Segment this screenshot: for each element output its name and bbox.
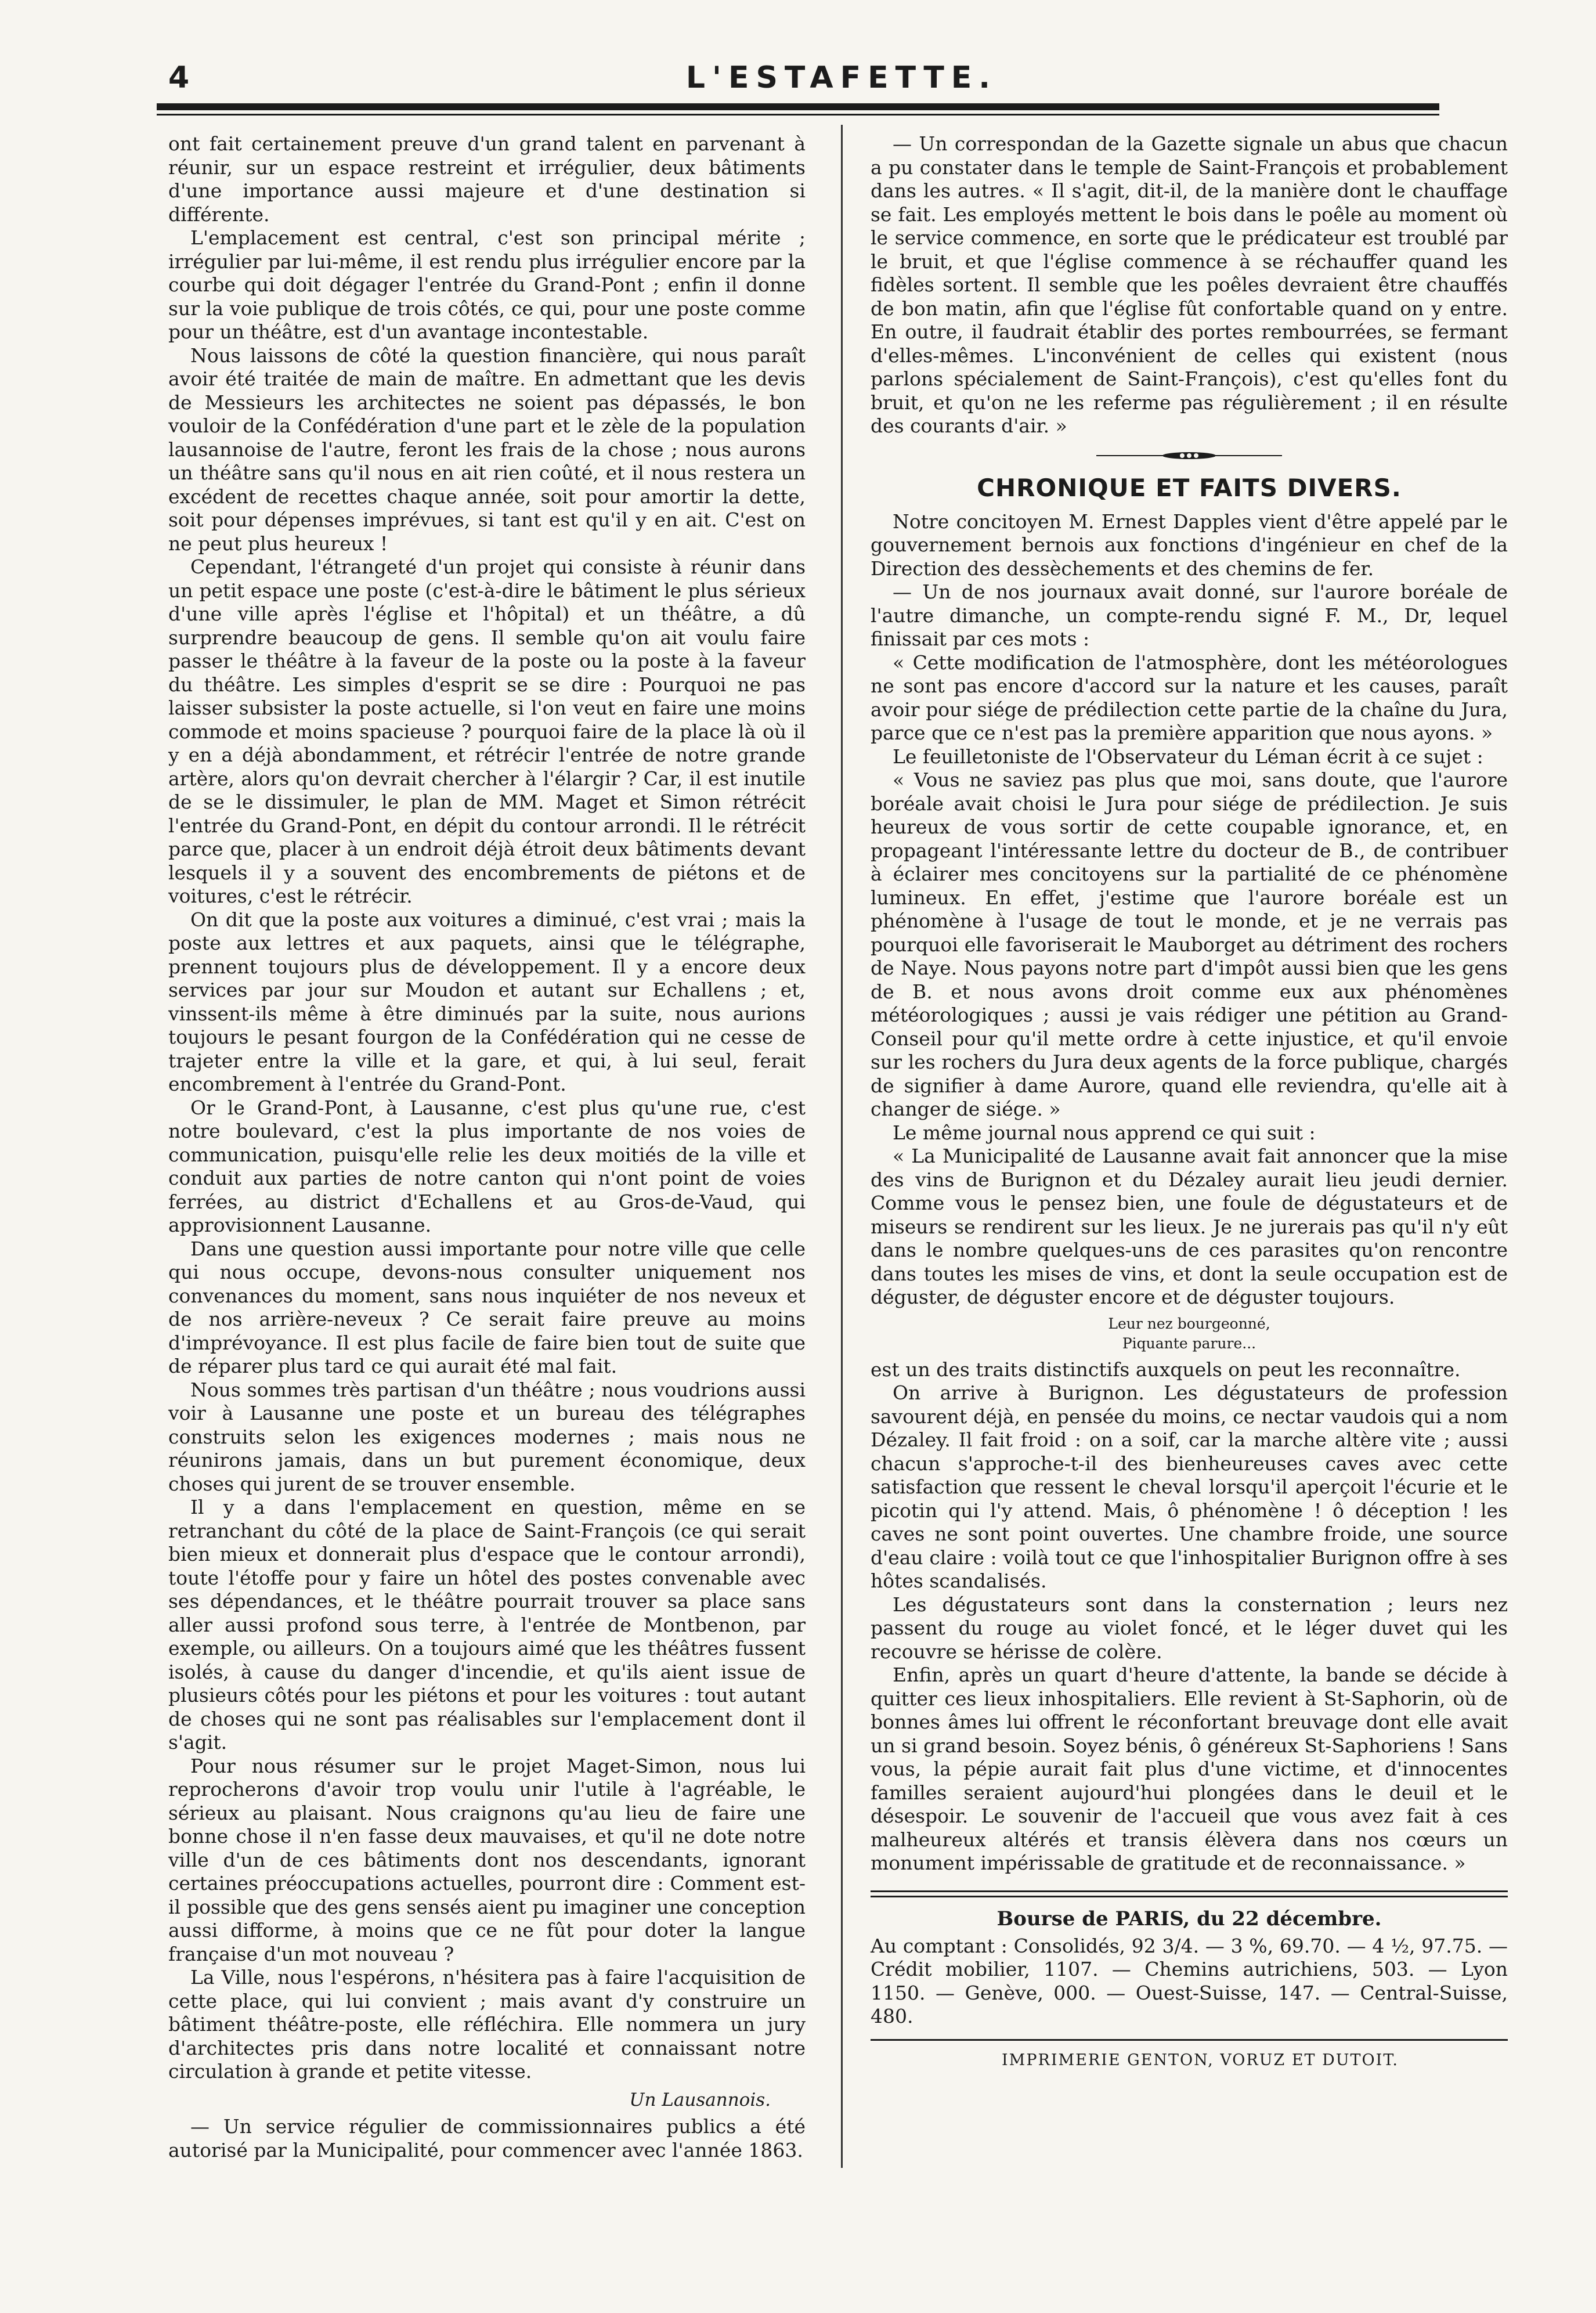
article-paragraph: Nous sommes très partisan d'un théâtre ; nous voudrions aussi voir à Lausanne une poste et un bureau des télégraphes construits selon les exigences modernes ; mais nous ne réunirons jamais, dans un but purement économique, deux choses qui jurent de se trouver ensemble. bbox=[168, 1378, 806, 1495]
header-rule-thick bbox=[157, 103, 1439, 110]
page-number: 4 bbox=[168, 60, 190, 95]
imprint: IMPRIMERIE GENTON, VORUZ ET DUTOIT. bbox=[1002, 2051, 1399, 2069]
verse-line: Leur nez bourgeonné, bbox=[1108, 1315, 1270, 1332]
imprint-rule bbox=[871, 2039, 1508, 2041]
right-column bbox=[871, 132, 1508, 2072]
news-paragraph: Notre concitoyen M. Ernest Dapples vient d'être appelé par le gouvernement bernois aux fonctions d'ingénieur en chef de la Direction des dessèchements et des chemins de fer. bbox=[871, 510, 1508, 580]
article-signature: Un Lausannois. bbox=[629, 2089, 771, 2110]
bourse-quotes: Au comptant : Consolidés, 92 3/4. — 3 %, 69.70. — 4 ½, 97.75. — Crédit mobilier, 1107. — Chemins autrichiens, 503. — Lyon 1150. — Genève, 000. — Ouest-Suisse, 147. — Central-Suisse, 480. bbox=[871, 1934, 1508, 2027]
news-paragraph: Enfin, après un quart d'heure d'attente, la bande se décide à quitter ces lieux inhospitaliers. Elle revient à St-Saphorin, où de bonnes âmes lui offrent le réconfortant breuvage dont elle avait un si grand besoin. Soyez bénis, ô généreux St-Saphoriens ! Sans vous, la pépie aurait fait plus d'une victime, et d'innocentes familles seraient aujourd'hui plongées dans le deuil et le désespoir. Le souvenir de l'accueil que vous avez fait à ces malheureux altérés et transis élèvera dans nos cœurs un monument impérissable de gratitude et de reconnaissance. » bbox=[871, 1664, 1508, 1874]
article-paragraph: L'emplacement est central, c'est son principal mérite ; irrégulier par lui-même, il est rendu plus irrégulier encore par la courbe qui doit dégager l'entrée du Grand-Pont ; enfin il donne sur la voie publique de trois côtés, ce qui, pour une poste comme pour un théâtre, est d'un avantage incontestable. bbox=[168, 226, 806, 343]
ornament-divider bbox=[1096, 451, 1282, 460]
article-paragraph: La Ville, nous l'espérons, n'hésitera pas à faire l'acquisition de cette place, qui lui convient ; mais avant d'y construire un bâtiment théâtre-poste, elle réfléchira. Elle nommera un jury d'architectes pris dans notre localité et connaissant notre circulation à grande et petite vitesse. bbox=[168, 1966, 806, 2083]
news-paragraph: — Un correspondan de la Gazette signale un abus que chacun a pu constater dans le temple de Saint-François et probablement dans les autres. « Il s'agit, dit-il, de la manière dont le chauffage se fait. Les employés mettent le bois dans le poêle au moment où le service commence, en sorte que le prédicateur est troublé par le bruit, et que l'église commence à se réchauffer quand les fidèles sortent. Il semble que les poêles devraient être chauffés de bon matin, afin que l'église fût confortable quand on y entre. En outre, il faudrait établir des portes rembourrées, se fermant d'elles-mêmes. L'inconvénient de celles qui existent (nous parlons spécialement de Saint-François), c'est qu'elles font du bruit, et qu'on ne les referme pas régulièrement ; il en résulte des courants d'air. » bbox=[871, 132, 1508, 437]
masthead: L'ESTAFETTE. bbox=[685, 60, 998, 95]
article-paragraph: Nous laissons de côté la question financière, qui nous paraît avoir été traitée de main de maître. En admettant que les devis de Messieurs les architectes ne soient pas dépassés, le bon vouloir de la Confédération d'une part et le zèle de la population lausannoise de l'autre, feront les frais de la chose ; nous aurons un théâtre sans qu'il nous en ait rien coûté, et il nous restera un excédent de recettes chaque année, soit pour amortir la dette, soit pour dépenses imprévues, si tant est qu'il y en ait. C'est on ne peut plus heureux ! bbox=[168, 344, 806, 555]
article-paragraph: Il y a dans l'emplacement en question, même en se retranchant du côté de la place de Saint-François (ce qui serait bien mieux et donnerait plus d'espace que le contour arrondi), toute l'étoffe pour y faire un hôtel des postes convenable avec ses dépendances, et le théâtre pourrait trouver sa place sans aller aussi profond sous terre, à l'entrée de Montbenon, par exemple, ou ailleurs. On a toujours aimé que les théâtres fussent isolés, à cause du danger d'incendie, et qu'ils aient issue de plusieurs côtés pour les piétons et pour les voitures : tout autant de choses qui ne sont pas réalisables sur l'emplacement dont il s'agit. bbox=[168, 1496, 806, 1753]
article-paragraph: Cependant, l'étrangeté d'un projet qui consiste à réunir dans un petit espace une poste (c'est-à-dire le bâtiment le plus sérieux d'une ville après l'église et l'hôpital) et un théâtre, a dû surprendre beaucoup de gens. Il semble qu'on ait voulu faire passer le théâtre à la faveur de la poste ou la poste à la faveur du théâtre. Les simples d'esprit se se dire : Pourquoi ne pas laisser subsister la poste actuelle, si l'on veut en faire une moins commode et moins spacieuse ? pourquoi faire de la place là où il y en a déjà abondamment, et rétrécir l'entrée de notre grande artère, alors qu'on devrait chercher à l'élargir ? Car, il est inutile de se le dissimuler, le plan de MM. Maget et Simon rétrécit l'entrée du Grand-Pont, en dépit du contour arrondi. Il le rétrécit parce que, placer à un endroit déjà étroit deux bâtiments devant lesquels il y a souvent des encombrements de piétons et de voitures, c'est le rétrécir. bbox=[168, 555, 806, 907]
article-paragraph: Pour nous résumer sur le projet Maget-Simon, nous lui reprocherons d'avoir trop voulu unir l'utile à l'agréable, le sérieux au plaisant. Nous craignons qu'au lieu de faire une bonne chose il n'en fasse deux mauvaises, et qu'il ne dote notre ville d'un de ces bâtiments dont nos descendants, ignorant certaines préoccupations actuelles, pourront dire : Comment est-il possible que des gens sensés aient pu imaginer une conception aussi difforme, à moins que ce ne fût pour doter la langue française d'un mot nouveau ? bbox=[168, 1754, 806, 1965]
news-paragraph: Les dégustateurs sont dans la consternation ; leurs nez passent du rouge au violet foncé, et le léger duvet qui les recouvre se hérisse de colère. bbox=[871, 1593, 1508, 1663]
verse-line: Piquante parure... bbox=[1122, 1334, 1256, 1352]
section-heading: CHRONIQUE ET FAITS DIVERS. bbox=[977, 473, 1402, 502]
bourse-title: Bourse de PARIS, du 22 décembre. bbox=[996, 1907, 1382, 1930]
news-paragraph: — Un service régulier de commissionnaires publics a été autorisé par la Municipalité, pour commencer avec l'année 1863. bbox=[168, 2115, 806, 2162]
news-paragraph: On arrive à Burignon. Les dégustateurs de profession savourent déjà, en pensée du moins, ce nectar vaudois qui a nom Dézaley. Il fait froid : on a soif, car la marche altère vite ; aussi chacun s'approche-t-il des bienheureuses caves avec cette satisfaction que ressent le cheval lorsqu'il aperçoit l'écurie et le picotin qui l'y attend. Mais, ô phénomène ! ô déception ! les caves ne sont point ouvertes. Une chambre froide, une source d'eau claire : voilà tout ce que l'inhospitalier Burignon offre à ses hôtes scandalisés. bbox=[871, 1381, 1508, 1592]
header-rule-thin bbox=[157, 114, 1439, 116]
news-paragraph: Le même journal nous apprend ce qui suit : bbox=[893, 1121, 1316, 1144]
news-paragraph: « La Municipalité de Lausanne avait fait annoncer que la mise des vins de Burignon et du Dézaley aurait lieu jeudi dernier. Comme vous le pensez bien, une foule de dégustateurs et de miseurs se rendirent sur les lieux. Je ne jurerais pas qu'il n'y eût dans le nombre quelques-uns de ces parasites qu'on rencontre dans toutes les mises de vins, et dont la seule occupation est de déguster, de déguster encore et de déguster toujours. bbox=[871, 1145, 1508, 1308]
news-paragraph: — Un de nos journaux avait donné, sur l'aurore boréale de l'autre dimanche, un compte-rendu signé F. M., Dr, lequel finissait par ces mots : bbox=[871, 580, 1508, 650]
column-divider bbox=[841, 125, 843, 2168]
news-paragraph: « Vous ne saviez pas plus que moi, sans doute, que l'aurore boréale avait choisi le Jura pour siége de prédilection. Je suis heureux de vous sortir de cette coupable ignorance, et, en propageant l'intéressante lettre du docteur de B., de contribuer à éclairer mes concitoyens sur la partialité de ce phénomène lumineux. En effet, j'estime que l'aurore boréale est un phénomène à l'usage de tout le monde, et je ne verrais pas pourquoi elle favoriserait le Mauborget au détriment des rochers de Naye. Nous payons notre part d'impôt aussi bien que les gens de B. et nous avons droit comme eux aux phénomènes météorologiques ; aussi je vais rédiger une pétition au Grand-Conseil pour qu'il mette ordre à cette injustice, et qu'il envoie sur les rochers du Jura deux agents de la force publique, chargés de signifier à dame Aurore, quand elle reviendra, qu'elle ait à changer de siége. » bbox=[871, 768, 1508, 1120]
news-paragraph: « Cette modification de l'atmosphère, dont les météorologues ne sont pas encore d'accord sur la nature et les causes, paraît avoir pour siége de prédilection cette partie de la chaîne du Jura, parce que ce n'est pas la première apparition que nous ayons. » bbox=[871, 651, 1508, 744]
article-paragraph: ont fait certainement preuve d'un grand talent en parvenant à réunir, sur un espace restreint et irrégulier, deux bâtiments d'une importance aussi majeure et d'une destination si différente. bbox=[168, 132, 806, 226]
news-paragraph: Le feuilletoniste de l'Observateur du Léman écrit à ce sujet : bbox=[893, 745, 1483, 768]
verse-quote bbox=[871, 1314, 1508, 1354]
bourse-rule bbox=[871, 1890, 1508, 1897]
left-column bbox=[168, 132, 806, 2162]
article-paragraph: On dit que la poste aux voitures a diminué, c'est vrai ; mais la poste aux lettres et aux paquets, ainsi que le télégraphe, prennent toujours plus de développement. Il y a encore deux services par jour sur Moudon et autant sur Echallens ; et, vinssent-ils même à être diminués par la suite, nous aurions toujours le pesant fourgon de la Confédération qui ne cesse de trajeter entre la ville et la gare, et qui, à lui seul, ferait encombrement à l'entrée du Grand-Pont. bbox=[168, 908, 806, 1095]
article-paragraph: Dans une question aussi importante pour notre ville que celle qui nous occupe, devons-nous consulter uniquement nos convenances du moment, sans nous inquiéter de nos neveux et de nos arrière-neveux ? Ce serait faire preuve au moins d'imprévoyance. Il est plus facile de faire bien tout de suite que de réparer plus tard ce qui aurait été mal fait. bbox=[168, 1237, 806, 1377]
article-paragraph: Or le Grand-Pont, à Lausanne, c'est plus qu'une rue, c'est notre boulevard, c'est la plus importante de nos voies de communication, puisqu'elle relie les deux moitiés de la ville et conduit aux parties de notre canton qui n'ont point de voies ferrées, au district d'Echallens et au Gros-de-Vaud, qui approvisionnent Lausanne. bbox=[168, 1096, 806, 1236]
news-paragraph: est un des traits distinctifs auxquels on peut les reconnaître. bbox=[871, 1358, 1461, 1381]
